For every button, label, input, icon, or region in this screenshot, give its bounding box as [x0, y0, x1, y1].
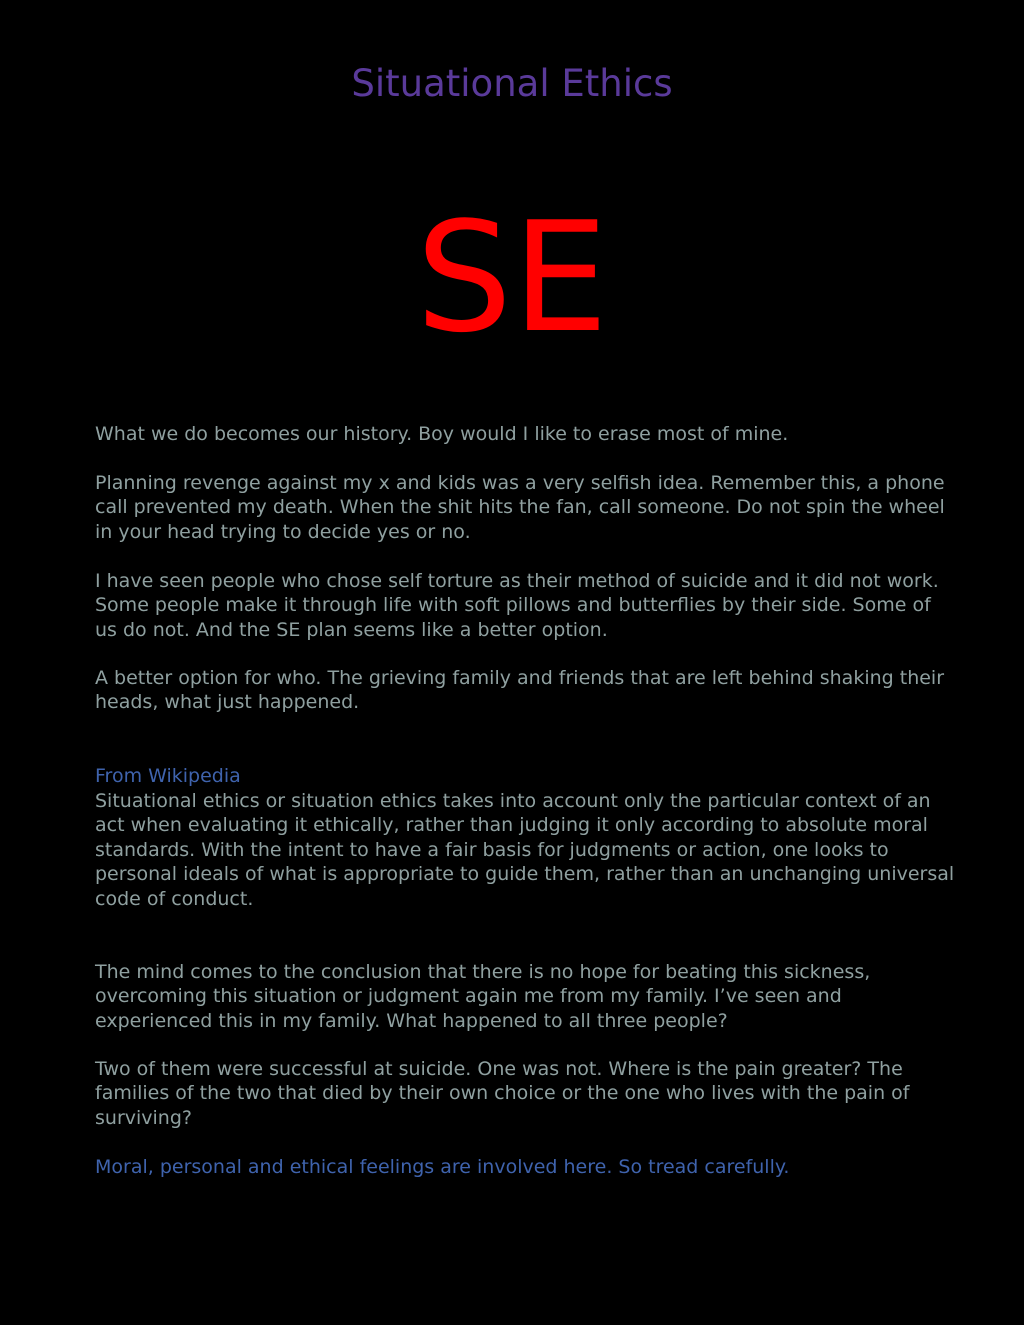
paragraph-pain: Two of them were successful at suicide. One was not. Where is the pain greater? The families of the two that died by their own choice or the one who lives with the pain of surviving?: [95, 1058, 910, 1129]
page-title: Situational Ethics: [351, 62, 673, 105]
se-initials: SE: [415, 189, 609, 366]
closing-line: Moral, personal and ethical feelings are involved here. So tread carefully.: [95, 1156, 790, 1178]
paragraph-better-option: A better option for who. The grieving family and friends that are left behind shaking their heads, what just happened.: [95, 667, 945, 714]
source-label: From Wikipedia: [95, 765, 241, 787]
paragraph-definition: Situational ethics or situation ethics takes into account only the particular context of an act when evaluating it ethically, rather than judging it only according to absolute moral standards. With the intent to have a fair basis for judgments or action, one looks to personal ideals of what is appropriate to guide them, rather than an unchanging universal code of conduct.: [95, 790, 955, 910]
paragraph-no-hope: The mind comes to the conclusion that there is no hope for beating this sickness, overcoming this situation or judgment again me from my family. I’ve seen and experienced this in my family. What happened to all three people?: [95, 961, 871, 1032]
paragraph-revenge: Planning revenge against my x and kids was a very selfish idea. Remember this, a phone call prevented my death. When the shit hits the fan, call someone. Do not spin the wheel in your head trying to decide yes or no.: [95, 472, 945, 543]
paragraph-history: What we do becomes our history. Boy would I like to erase most of mine.: [95, 423, 789, 445]
paragraph-self-torture: I have seen people who chose self torture as their method of suicide and it did not work. Some people make it through life with soft pillows and butterflies by their side. Some of us do not. And the SE plan seems like a better option.: [95, 570, 939, 641]
